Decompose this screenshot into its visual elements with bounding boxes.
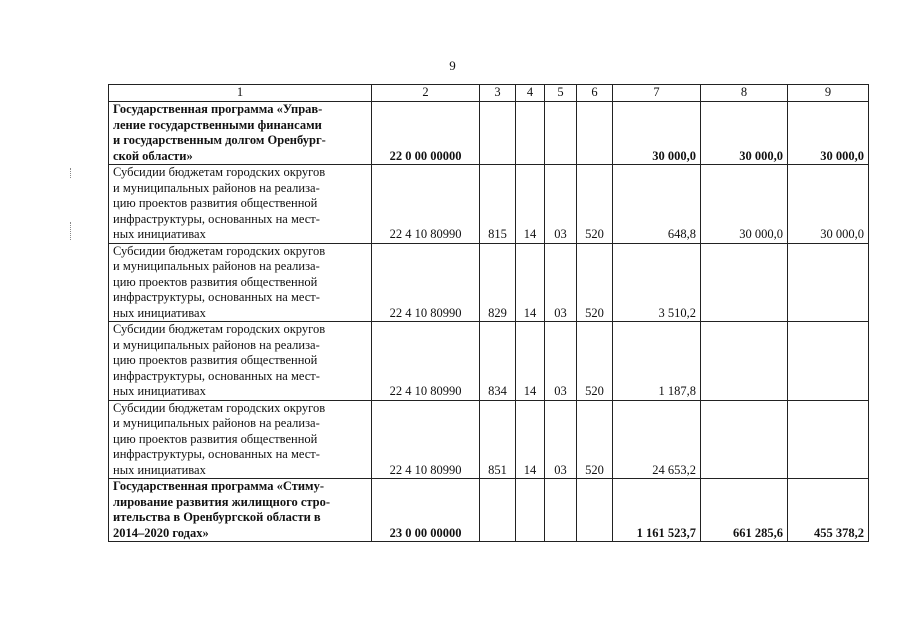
header-cell: 4 [516, 85, 545, 102]
row-name-line: ных инициативах [113, 305, 206, 320]
row-c5: 03 [545, 400, 577, 479]
program-row [109, 479, 869, 542]
row-name-line: и муниципальных районов на реализа- [113, 259, 320, 273]
header-cell: 7 [613, 85, 701, 102]
row-name-line: цию проектов развития общественной [113, 196, 318, 210]
header-row [109, 85, 869, 102]
row-amount-7: 24 653,2 [613, 400, 701, 479]
row-name-line: инфраструктуры, основанных на мест- [113, 290, 320, 304]
row-amount-9: 30 000,0 [788, 102, 869, 165]
row-c6: 520 [577, 400, 613, 479]
row-amount-9 [788, 243, 869, 322]
row-c4 [516, 479, 545, 542]
row-name-line: цию проектов развития общественной [113, 431, 318, 446]
row-c5 [545, 479, 577, 542]
row-name [109, 479, 372, 542]
row-name-line: инфраструктуры, основанных на мест- [113, 368, 320, 383]
row-code: 22 4 10 80990 [372, 243, 480, 322]
row-amount-9: 455 378,2 [788, 479, 869, 542]
header-cell: 2 [372, 85, 480, 102]
row-c5: 03 [545, 243, 577, 322]
row-amount-7: 648,8 [613, 165, 701, 244]
row-name-line: ных инициативах [113, 227, 206, 241]
row-name-line: инфраструктуры, основанных на мест- [113, 447, 320, 461]
item-row [109, 165, 869, 244]
row-c4: 14 [516, 322, 545, 401]
row-amount-7: 1 161 523,7 [613, 479, 701, 542]
row-name-line: цию проектов развития общественной [113, 353, 318, 367]
row-amount-9 [788, 322, 869, 401]
row-c6: 520 [577, 165, 613, 244]
row-c3: 815 [480, 165, 516, 244]
row-name-line: Государственная программа «Стиму- [113, 479, 324, 493]
item-row [109, 243, 869, 322]
margin-mark [70, 168, 73, 178]
row-amount-8 [701, 400, 788, 479]
row-name [109, 102, 372, 165]
row-name-line: ных инициативах [113, 384, 206, 398]
margin-mark [70, 222, 73, 240]
row-code: 22 4 10 80990 [372, 165, 480, 244]
row-c5 [545, 102, 577, 165]
row-amount-7: 30 000,0 [613, 102, 701, 165]
row-amount-7: 1 187,8 [613, 322, 701, 401]
row-code: 22 4 10 80990 [372, 400, 480, 479]
row-amount-8 [701, 322, 788, 401]
row-name-line: и муниципальных районов на реализа- [113, 416, 320, 430]
row-name-line: и муниципальных районов на реализа- [113, 337, 320, 352]
row-c6 [577, 479, 613, 542]
page-number: 9 [449, 58, 456, 73]
row-amount-8: 30 000,0 [701, 102, 788, 165]
row-c3: 829 [480, 243, 516, 322]
header-cell: 6 [577, 85, 613, 102]
row-amount-8: 30 000,0 [701, 165, 788, 244]
row-name-line: 2014–2020 годах» [113, 525, 209, 540]
row-c4 [516, 102, 545, 165]
row-code: 22 0 00 00000 [372, 102, 480, 165]
header-cell: 9 [788, 85, 869, 102]
row-name-line: и государственным долгом Оренбург- [113, 133, 326, 147]
row-name-line: ской области» [113, 148, 193, 163]
row-code: 22 4 10 80990 [372, 322, 480, 401]
header-cell: 3 [480, 85, 516, 102]
row-c6: 520 [577, 322, 613, 401]
header-cell: 5 [545, 85, 577, 102]
row-c5: 03 [545, 322, 577, 401]
row-name-line: лирование развития жилищного стро- [113, 494, 331, 509]
header-cell: 1 [109, 85, 372, 102]
row-name-line: Субсидии бюджетам городских округов [113, 400, 326, 415]
row-c4: 14 [516, 243, 545, 322]
row-c3: 851 [480, 400, 516, 479]
row-name-line: и муниципальных районов на реализа- [113, 180, 320, 195]
row-amount-8: 661 285,6 [701, 479, 788, 542]
row-name-line: ительства в Оренбургской области в [113, 510, 321, 524]
row-name-line: Государственная программа «Управ- [113, 102, 323, 116]
row-c6 [577, 102, 613, 165]
row-amount-9: 30 000,0 [788, 165, 869, 244]
row-c5: 03 [545, 165, 577, 244]
row-name [109, 243, 372, 322]
row-name-line: цию проектов развития общественной [113, 274, 318, 289]
row-c4: 14 [516, 165, 545, 244]
row-c3 [480, 102, 516, 165]
header-cell: 8 [701, 85, 788, 102]
row-c3: 834 [480, 322, 516, 401]
row-name-line: ление государственными финансами [113, 117, 322, 132]
item-row [109, 322, 869, 401]
row-name-line: Субсидии бюджетам городских округов [113, 322, 326, 336]
row-c4: 14 [516, 400, 545, 479]
row-c6: 520 [577, 243, 613, 322]
row-amount-9 [788, 400, 869, 479]
item-row [109, 400, 869, 479]
row-name-line: ных инициативах [113, 462, 206, 477]
program-row [109, 102, 869, 165]
row-name-line: Субсидии бюджетам городских округов [113, 165, 326, 179]
row-name [109, 322, 372, 401]
row-name [109, 400, 372, 479]
row-c3 [480, 479, 516, 542]
row-name-line: инфраструктуры, основанных на мест- [113, 211, 320, 226]
row-amount-7: 3 510,2 [613, 243, 701, 322]
row-code: 23 0 00 00000 [372, 479, 480, 542]
row-amount-8 [701, 243, 788, 322]
row-name-line: Субсидии бюджетам городских округов [113, 243, 326, 258]
budget-table [108, 84, 869, 542]
row-name [109, 165, 372, 244]
